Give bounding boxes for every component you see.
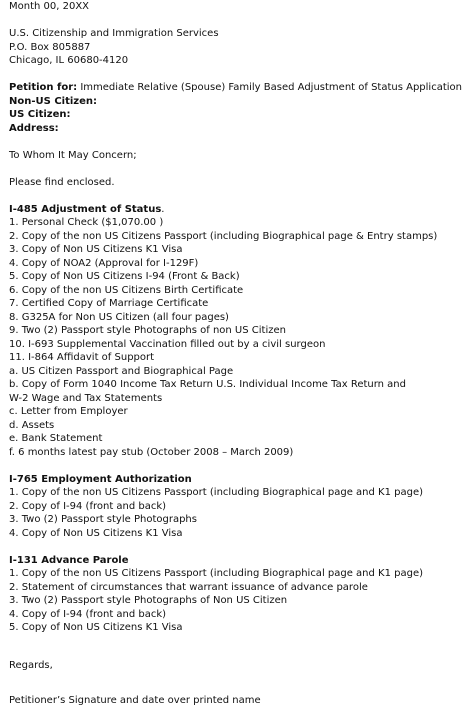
i485-section	[9, 203, 471, 460]
list-item: c. Letter from Employer	[9, 406, 128, 417]
recipient-po-box: P.O. Box 805887	[9, 41, 91, 53]
list-item: 4. Copy of Non US Citizens K1 Visa	[9, 527, 183, 539]
list-item: 6. Copy of the non US Citizens Birth Certificate	[9, 284, 244, 296]
non-us-citizen-label: Non-US Citizen:	[9, 95, 98, 107]
list-item: 4. Copy of I-94 (front and back)	[9, 608, 167, 620]
list-item: W-2 Wage and Tax Statements	[9, 392, 163, 404]
list-item: 4. Copy of NOA2 (Approval for I-129F)	[9, 257, 199, 269]
address-label: Address:	[9, 122, 59, 134]
i765-title: I-765 Employment Authorization	[9, 473, 192, 485]
list-item: 7. Certified Copy of Marriage Certificate	[9, 298, 209, 309]
i131-title: I-131 Advance Parole	[9, 554, 129, 566]
list-item: f. 6 months latest pay stub (October 2008 – March 2009)	[9, 446, 294, 458]
i485-title	[9, 203, 471, 217]
letter-date: Month 00, 20XX	[9, 1, 90, 12]
enclosed-note: Please find enclosed.	[9, 176, 115, 188]
list-item: 5. Copy of Non US Citizens K1 Visa	[9, 622, 183, 633]
recipient-city: Chicago, IL 60680-4120	[9, 55, 129, 66]
list-item: 3. Two (2) Passport style Photographs	[9, 514, 197, 525]
recipient-address	[9, 27, 471, 68]
petition-line	[9, 81, 471, 95]
us-citizen-label: US Citizen:	[9, 109, 71, 120]
i485-title-suffix: .	[161, 203, 165, 215]
salutation: To Whom It May Concern;	[9, 149, 137, 161]
list-item: 3. Copy of Non US Citizens K1 Visa	[9, 244, 183, 255]
i485-title-text: I-485 Adjustment of Status	[9, 203, 162, 215]
list-item: 2. Statement of circumstances that warrant issuance of advance parole	[9, 581, 368, 593]
list-item: 9. Two (2) Passport style Photographs of non US Citizen	[9, 325, 286, 336]
list-item: 1. Personal Check ($1,070.00 )	[9, 217, 164, 228]
letter-page	[9, 0, 471, 708]
i765-section	[9, 473, 471, 541]
list-item: 1. Copy of the non US Citizens Passport (including Biographical page and K1 page)	[9, 487, 424, 498]
list-item: b. Copy of Form 1040 Income Tax Return U.S. Individual Income Tax Return and	[9, 379, 406, 390]
list-item: d. Assets	[9, 419, 55, 431]
list-item: 8. G325A for Non US Citizen (all four pages)	[9, 311, 229, 323]
recipient-agency: U.S. Citizenship and Immigration Services	[9, 28, 219, 39]
petition-value: Immediate Relative (Spouse) Family Based Adjustment of Status Application	[77, 82, 462, 93]
list-item: 10. I-693 Supplemental Vaccination filled out by a civil surgeon	[9, 338, 326, 350]
list-item: e. Bank Statement	[9, 433, 103, 444]
closing: Regards,	[9, 659, 53, 671]
list-item: 5. Copy of Non US Citizens I-94 (Front & Back)	[9, 271, 240, 282]
list-item: 1. Copy of the non US Citizens Passport (including Biographical page and K1 page)	[9, 568, 424, 579]
petition-block	[9, 81, 471, 135]
list-item: 2. Copy of the non US Citizens Passport (including Biographical page & Entry stamps)	[9, 230, 438, 242]
i131-section	[9, 554, 471, 635]
list-item: a. US Citizen Passport and Biographical Page	[9, 365, 234, 377]
list-item: 2. Copy of I-94 (front and back)	[9, 500, 167, 512]
list-item: 3. Two (2) Passport style Photographs of Non US Citizen	[9, 595, 288, 606]
signature-line: Petitioner’s Signature and date over printed name	[9, 695, 261, 706]
list-item: 11. I-864 Affidavit of Support	[9, 352, 155, 363]
petition-label: Petition for:	[9, 82, 78, 93]
